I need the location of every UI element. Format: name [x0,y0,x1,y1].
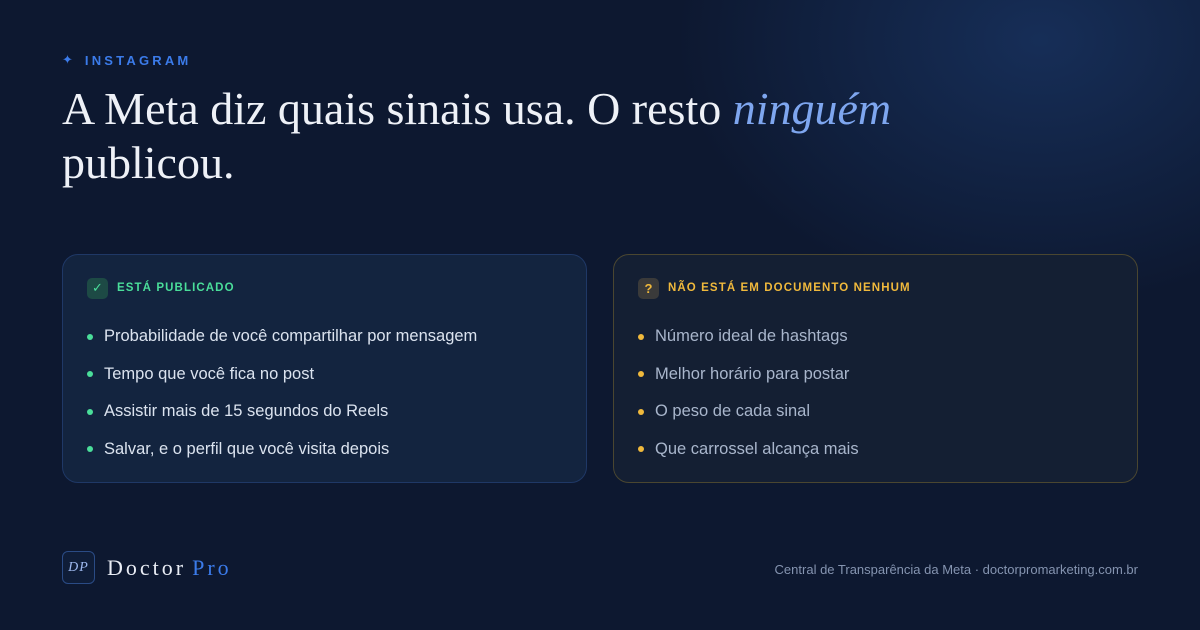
list-item-text: Tempo que você fica no post [104,364,315,383]
headline-part2: publicou. [62,137,235,188]
bullet-dot [638,446,644,452]
bullet-dot [87,334,93,340]
list-item [638,318,1113,356]
logo-mark: DP [62,551,95,584]
list-item [638,431,1113,469]
list-item [638,393,1113,431]
footer-source-note: Central de Transparência da Meta · doctorpromarketing.com.br [774,562,1138,577]
sparkle-icon: ✦ [62,52,73,67]
headline [62,82,1062,190]
unpublished-card [613,254,1138,483]
list-item-text: Que carrossel alcança mais [655,439,859,458]
brand-name-accent: Pro [192,554,232,580]
list-item [87,393,562,431]
eyebrow [62,52,191,68]
published-card-header [87,277,562,299]
unpublished-card-header [638,277,1113,299]
bullet-dot [87,409,93,415]
list-item-text: Assistir mais de 15 segundos do Reels [104,402,389,421]
list-item-text: O peso de cada sinal [655,402,811,421]
list-item-text: Salvar, e o perfil que você visita depois [104,439,390,458]
checkmark-icon: ✓ [87,278,108,299]
brand-name-main: Doctor [107,554,187,580]
eyebrow-label: INSTAGRAM [84,52,192,68]
bullet-dot [638,334,644,340]
bullet-dot [638,371,644,377]
unpublished-list [638,318,1113,468]
headline-part1: A Meta diz quais sinais usa. O resto [62,83,733,134]
brand-logo [62,551,232,584]
bullet-dot [87,446,93,452]
unpublished-card-title: NÃO ESTÁ EM DOCUMENTO NENHUM [668,282,911,294]
bullet-dot [87,371,93,377]
list-item-text: Melhor horário para postar [655,364,850,383]
published-card-title: ESTÁ PUBLICADO [117,282,235,294]
bullet-dot [638,409,644,415]
brand-name [107,555,232,581]
headline-emphasis: ninguém [732,83,892,134]
list-item [87,431,562,469]
list-item [87,318,562,356]
list-item [638,356,1113,394]
list-item [87,356,562,394]
list-item-text: Probabilidade de você compartilhar por mensagem [104,327,478,346]
list-item-text: Número ideal de hashtags [655,327,848,346]
published-card [62,254,587,483]
question-mark-icon: ? [638,278,659,299]
published-list [87,318,562,468]
